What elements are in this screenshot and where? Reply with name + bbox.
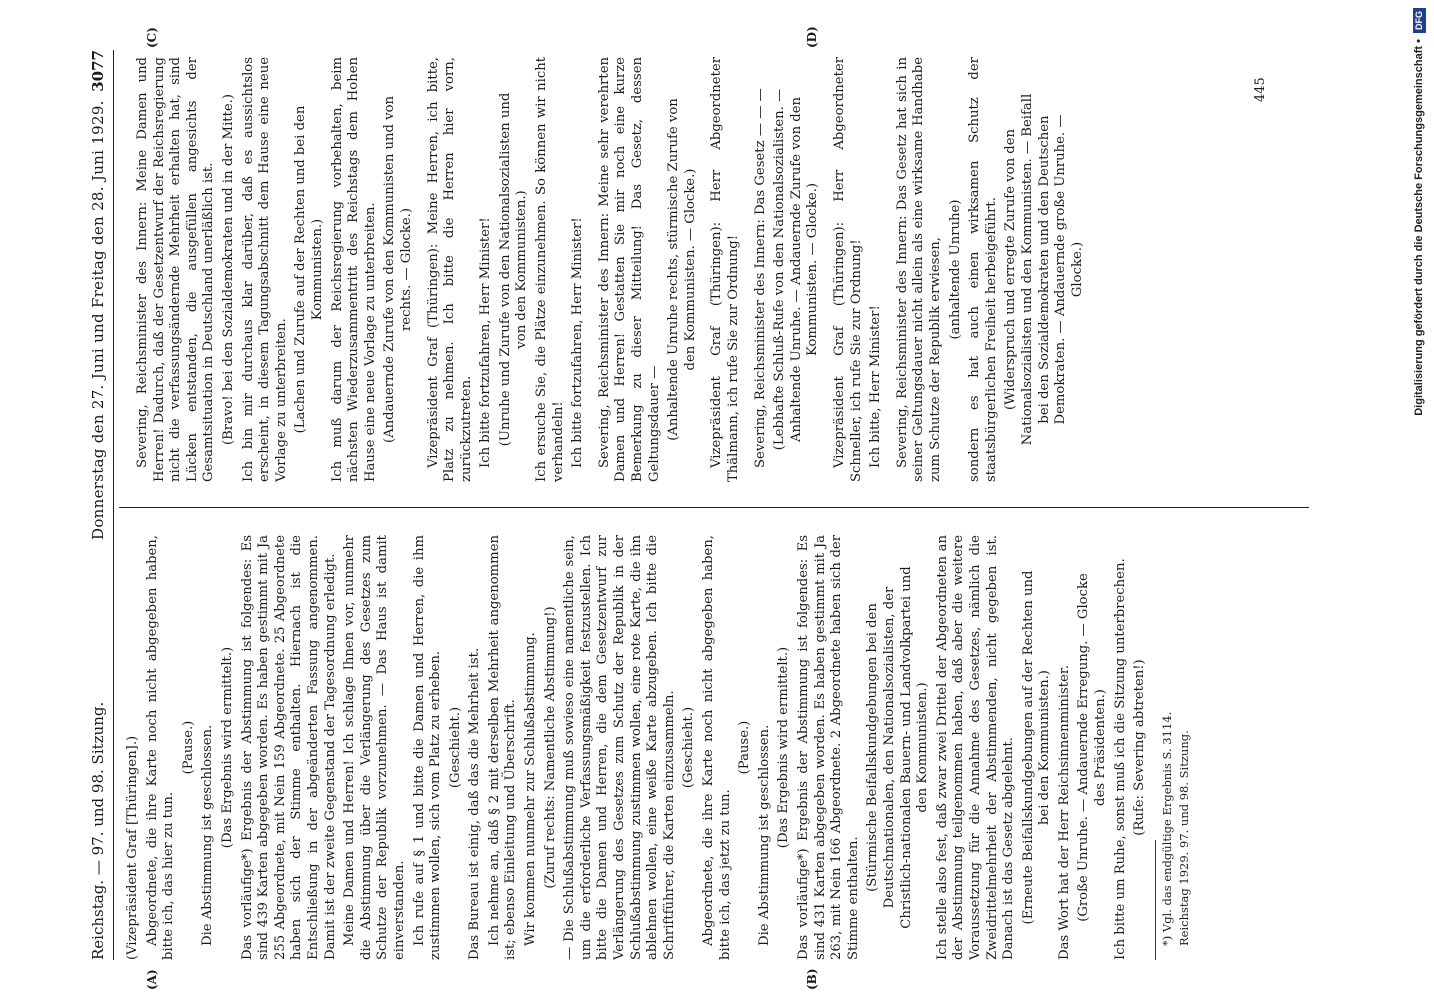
right-paragraph-11: Severing, Reichsminister des Innern: Meine sehr verehrten Damen und Herren! Gestatten Sie mir noch eine kurze Bemerkung zu dieser Mitteilung! Das Gesetz, dessen Geltungsdauer — [596, 57, 662, 482]
right-paragraph-7: Ich bitte fortzufahren, Herr Minister! [478, 217, 494, 468]
margin-letter-b: (B) [805, 968, 819, 990]
left-paragraph-25: Ich bitte um Ruhe, sonst muß ich die Sitzung unterbrechen. [1112, 558, 1128, 960]
right-paragraph-19: (anhaltende Unruhe) [947, 199, 963, 340]
left-paragraph-4: (Das Ergebnis wird ermittelt.) [219, 646, 235, 849]
digitization-text: Digitalisierung gefördert durch die Deutsche Forschungsgemeinschaft • [1413, 39, 1425, 416]
left-paragraph-3: Die Abstimmung ist geschlossen. [200, 724, 216, 946]
header-date: Donnerstag den 27. Juni und Freitag den 28. Juni 1929. [89, 100, 107, 540]
right-paragraph-21: (Widerspruch und erregte Zurufe von den Nationalsozialisten und den Kommunisten. — Beifall bei den Sozialdemokraten und den Deutschen Demokraten. — Andauernde große Unruhe. — Glocke.) [1003, 93, 1085, 446]
left-paragraph-17: Die Abstimmung ist geschlossen. [756, 724, 772, 946]
margin-letter-c: (C) [145, 27, 159, 48]
right-paragraph-15: (Lebhafte Schluß-Rufe von den Nationalsozialisten. — Anhaltende Unruhe. — Andauernde Zurufe von den Kommunisten. — Glocke.) [772, 88, 821, 451]
right-paragraph-4: Ich muß darum der Reichsregierung vorbehalten, beim nächsten Wiederzusammentritt des Reichstags dem Hohen Hause eine neue Vorlage zu unterbreiten. [329, 57, 378, 482]
page-number: 3077 [89, 50, 107, 92]
left-paragraph-2: (Pause.) [180, 720, 196, 775]
document-page [85, 26, 1325, 990]
right-paragraph-3: (Lachen und Zurufe auf der Rechten und bei den Kommunisten.) [293, 105, 325, 434]
right-paragraph-12: (Anhaltende Unruhe rechts, stürmische Zurufe von den Kommunisten. — Glocke.) [666, 98, 698, 441]
left-paragraph-18: (Das Ergebnis wird ermittelt.) [776, 646, 792, 849]
right-paragraph-20: sondern es hat auch einen wirksamen Schutz der staatsbürgerlichen Freiheit herbeigeführt. [967, 57, 999, 482]
right-paragraphs [135, 57, 1086, 482]
running-header [85, 50, 114, 960]
left-paragraph-20: (Stürmische Beifallskundgebungen bei den Deutschnationalen, den Nationalsozialisten, der Christlich-nationalen Bauern- und Landvolkpartei und den Kommunisten.) [865, 566, 931, 929]
left-paragraph-11: Wir kommen nunmehr zur Schlußabstimmung. [523, 632, 539, 946]
digitization-notice [1405, 0, 1433, 1000]
left-paragraph-13: — Die Schlußabstimmung muß sowieso eine namentliche sein, um die erforderliche Verfassungsmäßigkeit festzustellen. Ich bitte die Damen und Herren, die dem Gesetzentwurf zur Verlängerung des Gesetzes zum Schutz der Republik in der Schlußabstimmung zustimmen wollen, eine rote Karte, die ihn ablehnen wollen, eine weiße Karte abzugeben. Ich bitte die Schriftführer, die Karten einzusammeln. [562, 535, 677, 960]
dfg-logo: DFG [1413, 8, 1426, 33]
footnote: *) Vgl. das endgültige Ergebnis S. 3114. [1159, 711, 1174, 946]
right-paragraph-5: (Andauernde Zurufe von den Kommunisten und von rechts. — Glocke.) [382, 95, 414, 444]
left-column [125, 535, 1315, 960]
right-paragraph-0: Severing, Reichsminister des Innern: Meine Damen und Herren! Dadurch, daß der Gesetzentwurf der Reichsregierung nicht die verfassungsändernde Mehrheit erhalten hat, sind Lücken entstanden, die ausgefüllen angesichts der Gesamtsituation in Deutschland unerläßlich ist. [135, 57, 217, 482]
margin-letter-d: (D) [805, 26, 819, 48]
sheet-signature: 445 [1253, 77, 1268, 102]
left-paragraph-24: (Große Unruhe. — Andauernde Erregung. — Glocke des Präsidenten.) [1076, 573, 1109, 922]
footnote-rule [1155, 840, 1156, 960]
right-paragraph-1: (Bravo! bei den Sozialdemokraten und in der Mitte.) [220, 93, 236, 446]
left-paragraph-21: Ich stelle also fest, daß zwar zwei Drittel der Abgeordneten an der Abstimmung teilgenommen haben, daß aber die weitere Voraussetzung für die Annahme des Gesetzes, nämlich die Zweidrittelmehrheit der Abstimmenden, nicht gegeben ist. Danach ist das Gesetz abgelehnt. [934, 535, 1017, 960]
column-divider [119, 507, 1309, 508]
right-column [125, 57, 1315, 482]
left-paragraph-26: (Rufe: Severing abtreten!) [1132, 659, 1148, 836]
left-paragraph-10: Ich nehme an, daß § 2 mit derselben Mehrheit angenommen ist; ebenso Einleitung und Überschrift. [486, 535, 519, 960]
left-paragraph-22: (Erneute Beifallskundgebungen auf der Rechten und bei den Kommunisten.) [1020, 570, 1053, 925]
right-paragraph-6: Vizepräsident Graf (Thüringen): Meine Herren, ich bitte, Platz zu nehmen. Ich bitte die Herren hier vorn, zurückzutreten. [425, 57, 474, 482]
left-paragraph-15: Abgeordnete, die ihre Karte noch nicht abgegeben haben, bitte ich, das jetzt zu tun. [701, 535, 733, 960]
left-paragraph-16: (Pause.) [737, 720, 753, 775]
margin-letter-a: (A) [145, 969, 159, 990]
left-paragraph-12: (Zuruf rechts: Namentliche Abstimmung!) [542, 606, 558, 889]
left-paragraph-14: (Geschieht.) [681, 706, 697, 789]
right-paragraph-10: Ich bitte fortzufahren, Herr Minister! [570, 217, 586, 468]
left-paragraph-19: Das vorläufige*) Ergebnis der Abstimmung ist folgendes: Es sind 431 Karten abgegeben worden. Es haben gestimmt mit Ja 263, mit Nein 166 Abgeordnete. 2 Abgeordnete haben sich der Stimme enthalten. [795, 535, 861, 960]
right-paragraph-14: Severing, Reichsminister des Innern: Das Gesetz — — — [752, 88, 768, 468]
left-paragraphs [125, 535, 1149, 960]
right-paragraph-2: Ich bin mir durchaus klar darüber, daß es aussichtslos erscheint, in diesem Tagungsabschnitt dem Hause eine neue Vorlage zu unterbreiten. [240, 57, 289, 482]
left-paragraph-8: (Geschieht.) [447, 706, 463, 789]
left-paragraph-9: Das Bureau ist einig, daß das die Mehrheit ist. [467, 647, 483, 960]
right-paragraph-18: Severing, Reichsminister des Innern: Das Gesetz hat sich in seiner Geltungsdauer nicht allein als eine wirksame Handhabe zum Schutze der Republik erwiesen, [894, 57, 943, 482]
left-paragraph-5: Das vorläufige*) Ergebnis der Abstimmung ist folgendes: Es sind 439 Karten abgegeben worden. Es haben gestimmt mit Ja 255 Abgeordnete, mit Nein 159 Abgeordnete. 25 Abgeordnete haben sich der Stimme enthalten. Hiernach ist die Entschließung in der abgeänderten Fassung angenommen. Damit ist der zweite Gegenstand der Tagesordnung erledigt. [239, 535, 338, 960]
header-left: Reichstag. — 97. und 98. Sitzung. [89, 701, 107, 960]
left-paragraph-7: Ich rufe auf § 1 und bitte die Damen und Herren, die ihm zustimmen wollen, sich vom Platz zu erheben. [411, 535, 444, 960]
right-paragraph-17: Ich bitte, Herr Minister! [868, 305, 884, 468]
left-paragraph-23: Das Wort hat der Herr Reichsinnenminister. [1056, 665, 1072, 960]
right-paragraph-13: Vizepräsident Graf (Thüringen): Herr Abgeordneter Thälmann, ich rufe Sie zur Ordnung! [709, 57, 741, 482]
left-paragraph-1: Abgeordnete, die ihre Karte noch nicht abgegeben haben, bitte ich, das hier zu tun. [144, 535, 177, 960]
right-paragraph-8: (Unruhe und Zurufe von den Nationalsozialisten und von den Kommunisten.) [497, 92, 530, 447]
right-paragraph-16: Vizepräsident Graf (Thüringen): Herr Abgeordneter Schneller, ich rufe Sie zur Ordnung! [831, 57, 864, 482]
signature-line: Reichstag 1929. 97. und 98. Sitzung. [1176, 730, 1191, 946]
left-paragraph-0: (Vizepräsident Graf [Thüringen].) [125, 735, 140, 960]
right-paragraph-9: Ich ersuche Sie, die Plätze einzunehmen. So können wir nicht verhandeln! [534, 57, 566, 482]
left-paragraph-6: Meine Damen und Herren! Ich schlage Ihnen vor, nunmehr die Abstimmung über die Verlängerung des Gesetzes zum Schutze der Republik vorzunehmen. — Das Haus ist damit einverstanden. [342, 535, 407, 960]
